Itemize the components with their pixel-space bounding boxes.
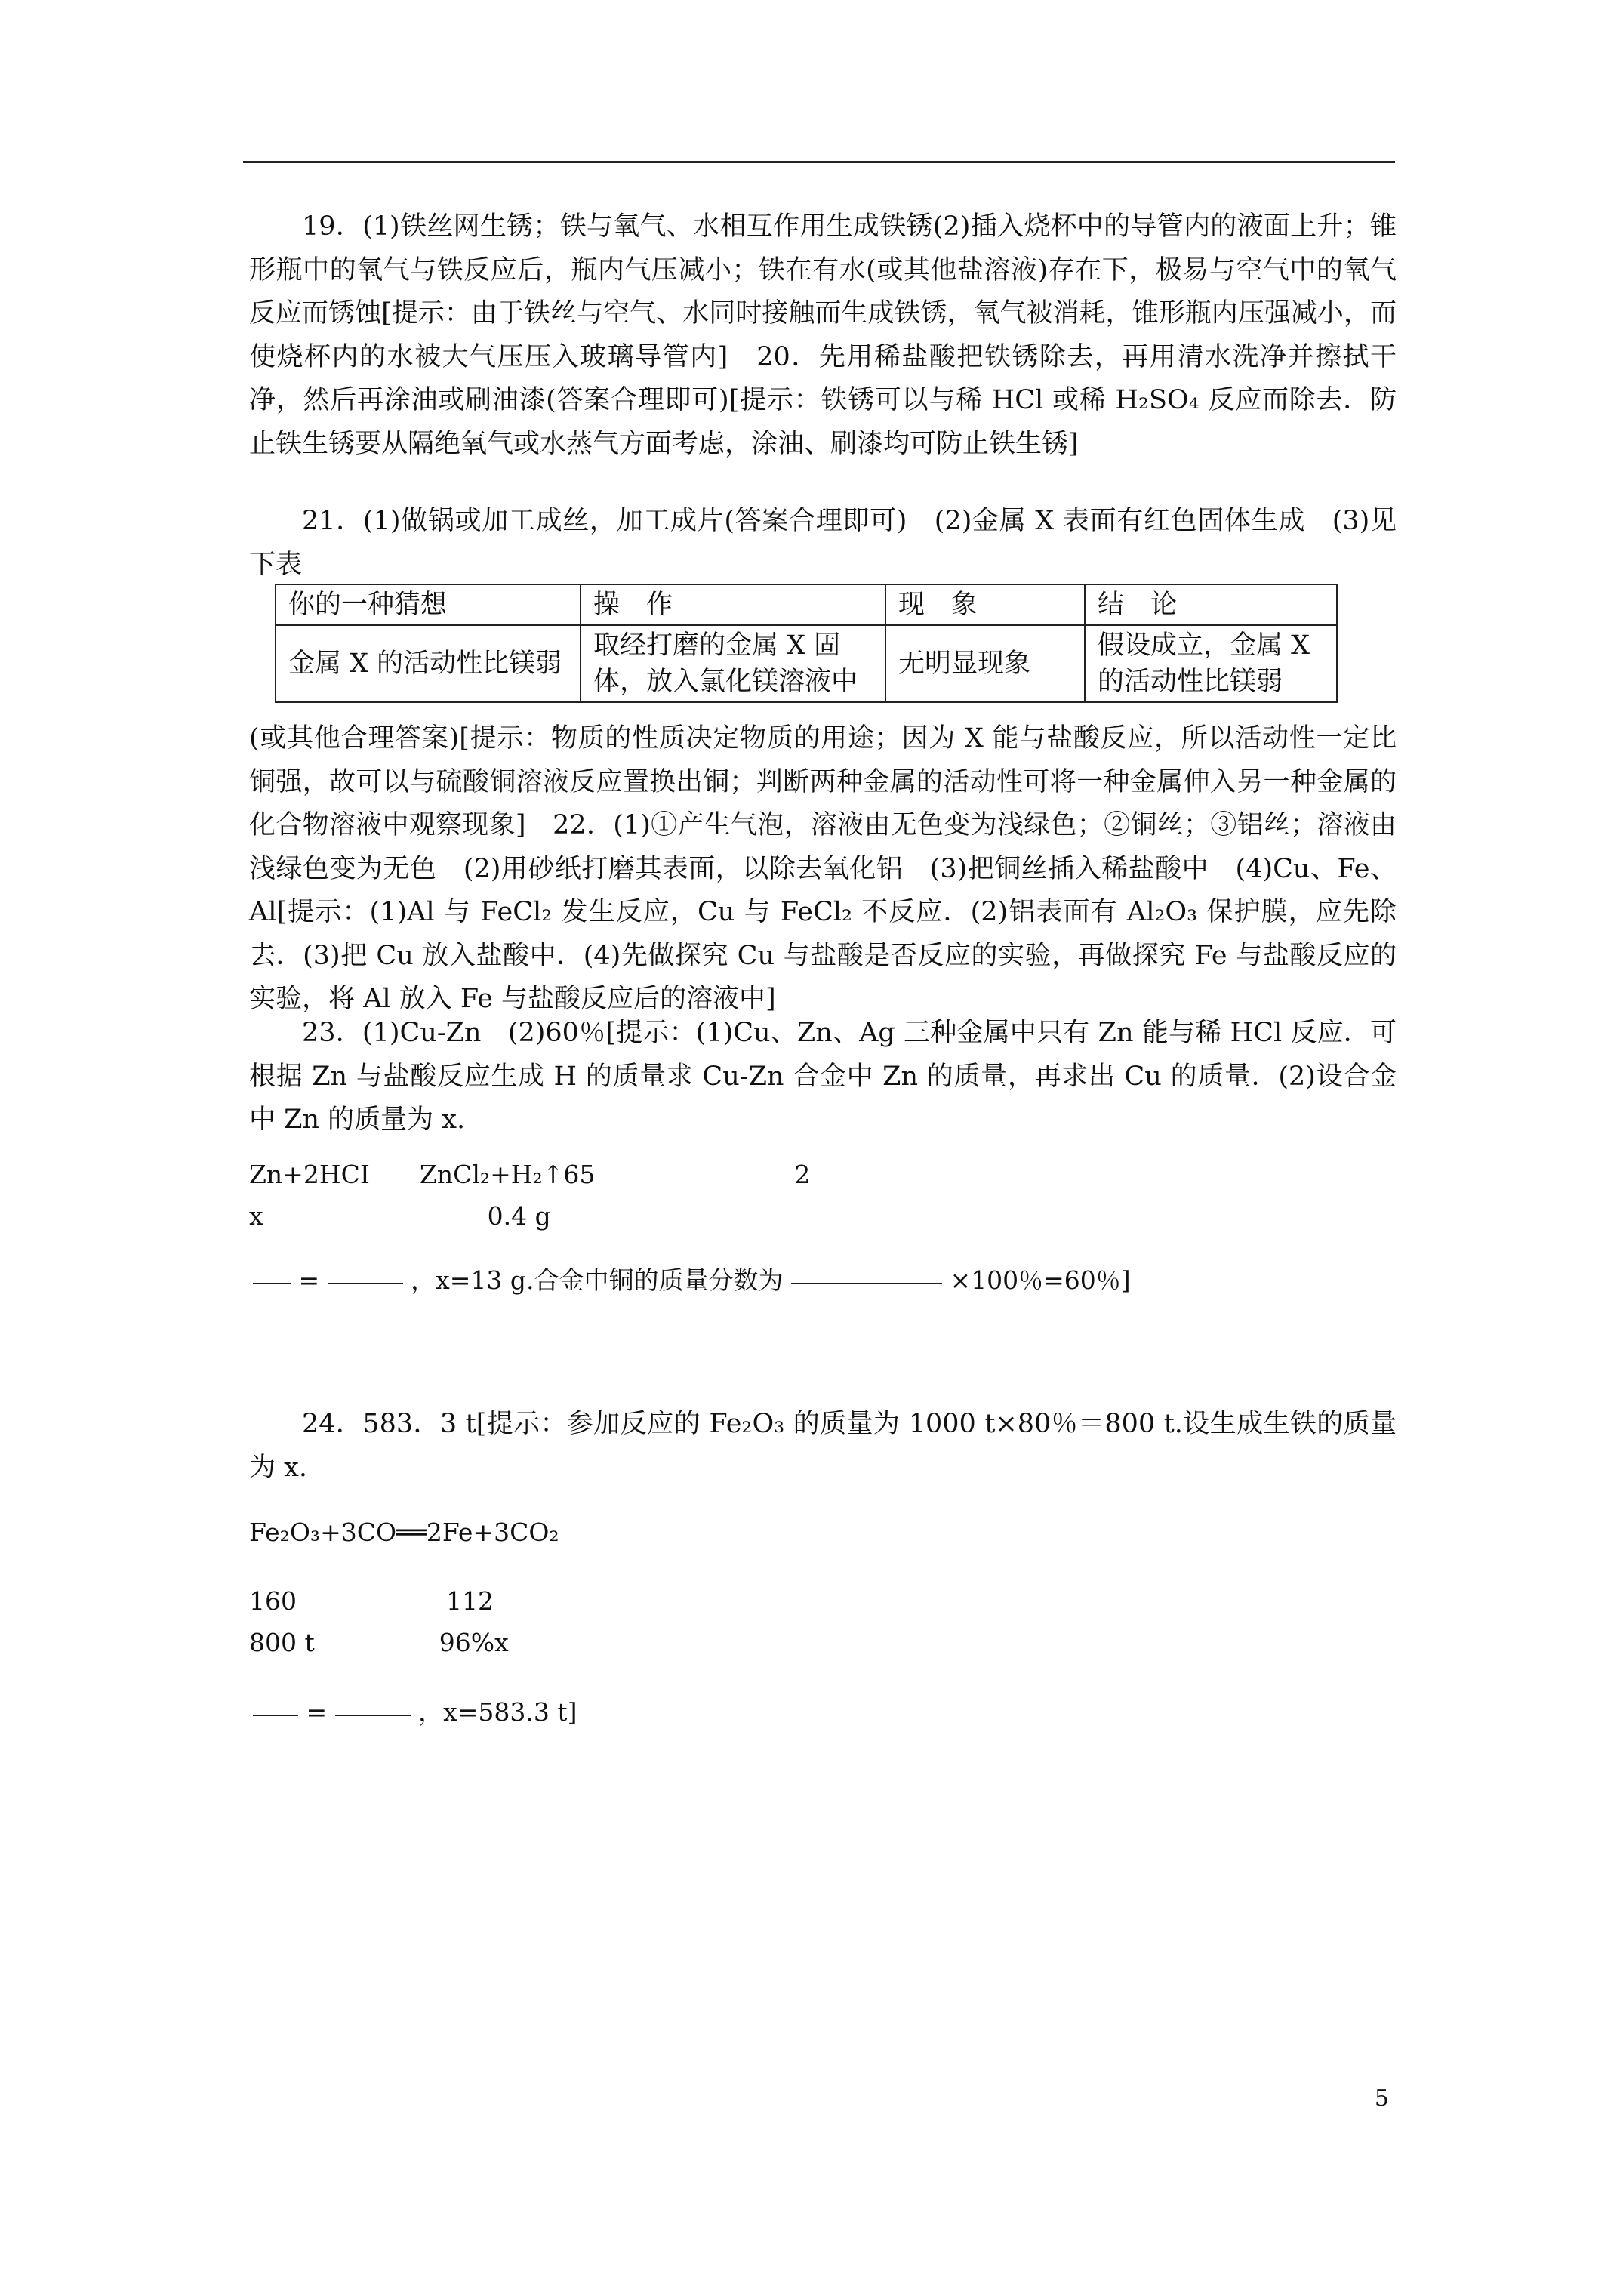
equals-sign: = — [298, 1265, 320, 1295]
fraction-bar — [791, 1283, 942, 1284]
page-number: 5 — [1374, 2085, 1389, 2112]
equation-2-mass: 160 112 — [249, 1586, 494, 1616]
fraction-bar — [253, 1283, 291, 1284]
answer-21-22 — [249, 717, 1397, 1022]
answer-19-20-text: 19．(1)铁丝网生锈；铁与氧气、水相互作用生成铁锈(2)插入烧杯中的导管内的液面上升；锥形瓶中的氧气与铁反应后，瓶内气压减小；铁在有水(或其他盐溶液)存在下，极易与空气中的氧气反应而锈蚀[提示：由于铁丝与空气、水同时接触而生成铁锈，氧气被消耗，锥形瓶内压强减小，而使烧杯内的水被大气压压入玻璃导管内] 20．先用稀盐酸把铁锈除去，再用清水洗净并擦拭干净，然后再涂油或刷油漆(答案合理即可)[提示：铁锈可以与稀 HCl 或稀 H₂SO₄ 反应而除去．防止铁生锈要从隔绝氧气或水蒸气方面考虑，涂油、刷漆均可防止铁生锈] — [249, 211, 1397, 459]
table-cell: 金属 X 的活动性比镁弱 — [276, 625, 581, 702]
table-cell: 无明显现象 — [885, 625, 1085, 702]
fraction-bar — [253, 1715, 298, 1716]
answer-table — [275, 584, 1338, 703]
table-header-cell: 操 作 — [581, 584, 885, 625]
header-rule — [243, 161, 1395, 163]
table-header-row — [276, 584, 1337, 625]
answer-21-text: 21．(1)做锅或加工成丝，加工成片(答案合理即可) (2)金属 X 表面有红色固体生成 (3)见下表 — [249, 506, 1397, 580]
equation-2: Fe₂O₃+3CO══2Fe+3CO₂ — [249, 1518, 559, 1547]
ratio-text: ，x=13 g.合金中铜的质量分数为 — [411, 1265, 784, 1295]
table-cell: 取经打磨的金属 X 固体，放入氯化镁溶液中 — [581, 625, 885, 702]
fraction-bar — [335, 1715, 411, 1716]
answer-19-20 — [249, 205, 1397, 466]
table-cell: 假设成立，金属 X 的活动性比镁弱 — [1085, 625, 1337, 702]
table-header-cell: 你的一种猜想 — [276, 584, 581, 625]
equals-sign: = — [306, 1697, 328, 1727]
answer-23 — [249, 1012, 1397, 1142]
equation-1-ratio — [253, 1261, 1131, 1296]
ratio-text: ，x=583.3 t] — [418, 1697, 577, 1727]
table-header-cell: 现 象 — [885, 584, 1085, 625]
answer-24-text: 24．583．3 t[提示：参加反应的 Fe₂O₃ 的质量为 1000 t×80％＝800 t.设生成生铁的质量为 x. — [249, 1409, 1397, 1483]
answer-24 — [249, 1403, 1397, 1490]
equation-1: Zn+2HCI ZnCl₂+H₂↑65 2 — [249, 1160, 811, 1189]
answer-21-22-text: (或其他合理答案)[提示：物质的性质决定物质的用途；因为 X 能与盐酸反应，所以活动性一定比铜强，故可以与硫酸铜溶液反应置换出铜；判断两种金属的活动性可将一种金属伸入另一种金属的化合物溶液中观察现象] 22．(1)①产生气泡，溶液由无色变为浅绿色；②铜丝；③铝丝；溶液由浅绿色变为无色 (2)用砂纸打磨其表面，以除去氧化铝 (3)把铜丝插入稀盐酸中 (4)Cu、Fe、Al[提示：(1)Al 与 FeCl₂ 发生反应，Cu 与 FeCl₂ 不反应．(2)铝表面有 Al₂O₃ 保护膜，应先除去．(3)把 Cu 放入盐酸中．(4)先做探究 Cu 与盐酸是否反应的实验，再做探究 Fe 与盐酸反应的实验，将 Al 放入 Fe 与盐酸反应后的溶液中] — [249, 723, 1397, 1014]
table-row — [276, 625, 1337, 702]
equation-2-values: 800 t 96%x — [249, 1628, 509, 1657]
answer-21 — [249, 500, 1397, 587]
equation-2-ratio — [253, 1693, 577, 1728]
answer-23-text: 23．(1)Cu-Zn (2)60％[提示：(1)Cu、Zn、Ag 三种金属中只有 Zn 能与稀 HCl 反应．可根据 Zn 与盐酸反应生成 H 的质量求 Cu-Zn 合金中 Zn 的质量，再求出 Cu 的质量．(2)设合金中 Zn 的质量为 x. — [249, 1018, 1397, 1135]
equation-1-values: x 0.4 g — [249, 1201, 551, 1231]
ratio-tail: ×100％=60％] — [950, 1265, 1131, 1295]
table-header-cell: 结 论 — [1085, 584, 1337, 625]
fraction-bar — [328, 1283, 403, 1284]
